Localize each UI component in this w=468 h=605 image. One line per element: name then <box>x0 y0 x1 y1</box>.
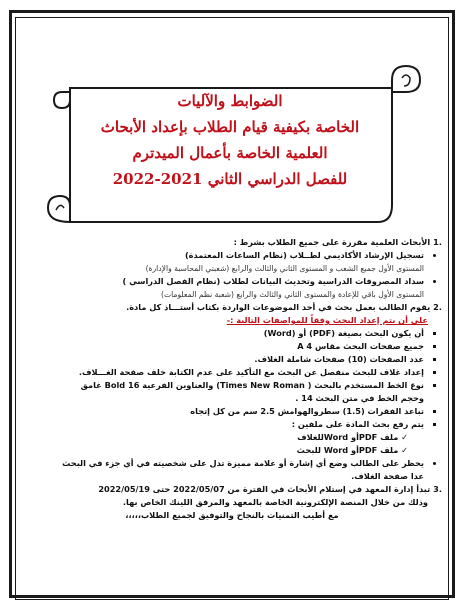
condition-note: المستوى الأول جميع الشعب و المستوى الثاني والثالث والرابع (شعبتي المحاسبة والإدارة) <box>145 264 424 273</box>
spec-item <box>22 327 424 340</box>
banner-line-3: العلمية الخاصة بأعمال الميدترم <box>132 144 328 162</box>
file-item <box>22 444 408 457</box>
condition-item <box>22 249 424 262</box>
spec-title: على أن يتم إعداد البحث وفقاً للمواصفات التالية :- <box>226 315 428 325</box>
item-3-cont: وذلك من خلال المنصة الإلكترونية الخاصة بالمعهد والمرفق اللينك الخاص بها. <box>122 497 428 507</box>
spec-text: أن يكون البحث بصيغة (PDF) أو (Word) <box>263 328 424 338</box>
item-text: الأبحاث العلمية مقررة على جميع الطلاب بشرط : <box>233 237 431 247</box>
item-3 <box>22 483 442 496</box>
item-1 <box>22 236 442 249</box>
spec-item <box>22 366 424 379</box>
file-list <box>22 431 442 457</box>
item-text: يقوم الطالب بعمل بحث في أحد الموضوعات الواردة بكتاب أستـــاذ كل مادة. <box>126 302 431 312</box>
banner-title <box>60 92 400 192</box>
spec-text: عدد الصفحات (10) صفحات شاملة الغلاف. <box>254 354 424 364</box>
prohibition-text-cont: عدا صفحة الغلاف. <box>351 471 424 481</box>
spec-text: نوع الخط المستخدم بالبحث ( Times New Roman) والعناوين الفرعية Bold 16 غامق <box>80 380 424 390</box>
spec-item <box>22 340 424 353</box>
spec-text: جميع صفحات البحث مقاس A 4 <box>297 341 424 351</box>
condition-note: المستوى الأول باقي للإعادة والمستوى الثاني والثالث والرابع (شعبة نظم المعلومات) <box>161 290 424 299</box>
spec-text-cont: وحجم الخط في متن البحث 14 . <box>295 393 424 403</box>
banner-line-2: الخاصة بكيفية قيام الطلاب بإعداد الأبحاث <box>100 118 360 136</box>
item-number: .1 <box>433 237 442 247</box>
spec-text: تباعد الفقرات (1.5) سطروالهوامش 2.5 سم من كل إتجاه <box>190 406 424 416</box>
banner-line-1: الضوابط والآليات <box>177 92 283 110</box>
condition-list <box>22 249 442 262</box>
prohibition-list <box>22 457 442 483</box>
file-text: ملف PDFأو Word للبحث <box>296 445 399 455</box>
document-body <box>22 236 442 522</box>
spec-list <box>22 327 442 431</box>
banner-line-4: للفصل الدراسي الثاني 2021-2022 <box>112 170 348 188</box>
prohibition-item <box>22 457 424 483</box>
condition-text: تسجيل الإرشاد الأكاديمي لطــلاب (نظام الساعات المعتمدة) <box>184 250 424 260</box>
spec-item <box>22 353 424 366</box>
item-number: .2 <box>433 302 442 312</box>
spec-item <box>22 405 424 418</box>
spec-text: إعداد غلاف للبحث منفصل عن البحث مع التأكيد على عدم الكتابة خلف صفحة الغـــلاف. <box>78 367 424 377</box>
item-2 <box>22 301 442 314</box>
spec-item <box>22 379 424 405</box>
file-item <box>22 431 408 444</box>
item-number: .3 <box>433 484 442 494</box>
closing-line: مع أطيب التمنيات بالنجاح والتوفيق لجميع الطلاب،،،،، <box>125 510 339 520</box>
condition-item <box>22 275 424 288</box>
condition-list <box>22 275 442 288</box>
condition-text: سداد المصروفات الدراسية وتحديث البيانات لطلاب (نظام الفصل الدراسي ) <box>122 276 424 286</box>
prohibition-text: يحظر على الطالب وضع أي إشارة أو علامة مميزة تدل على شخصيته في أي جزء في البحث <box>62 458 424 468</box>
item-text: تبدأ إدارة المعهد في إستلام الأبحاث في الفترة من 2022/05/07 حتى 2022/05/19 <box>98 484 431 494</box>
spec-text: يتم رفع بحث المادة على ملفين : <box>291 419 424 429</box>
spec-item <box>22 418 424 431</box>
file-text: ملف PDFأو Wordللغلاف <box>297 432 399 442</box>
